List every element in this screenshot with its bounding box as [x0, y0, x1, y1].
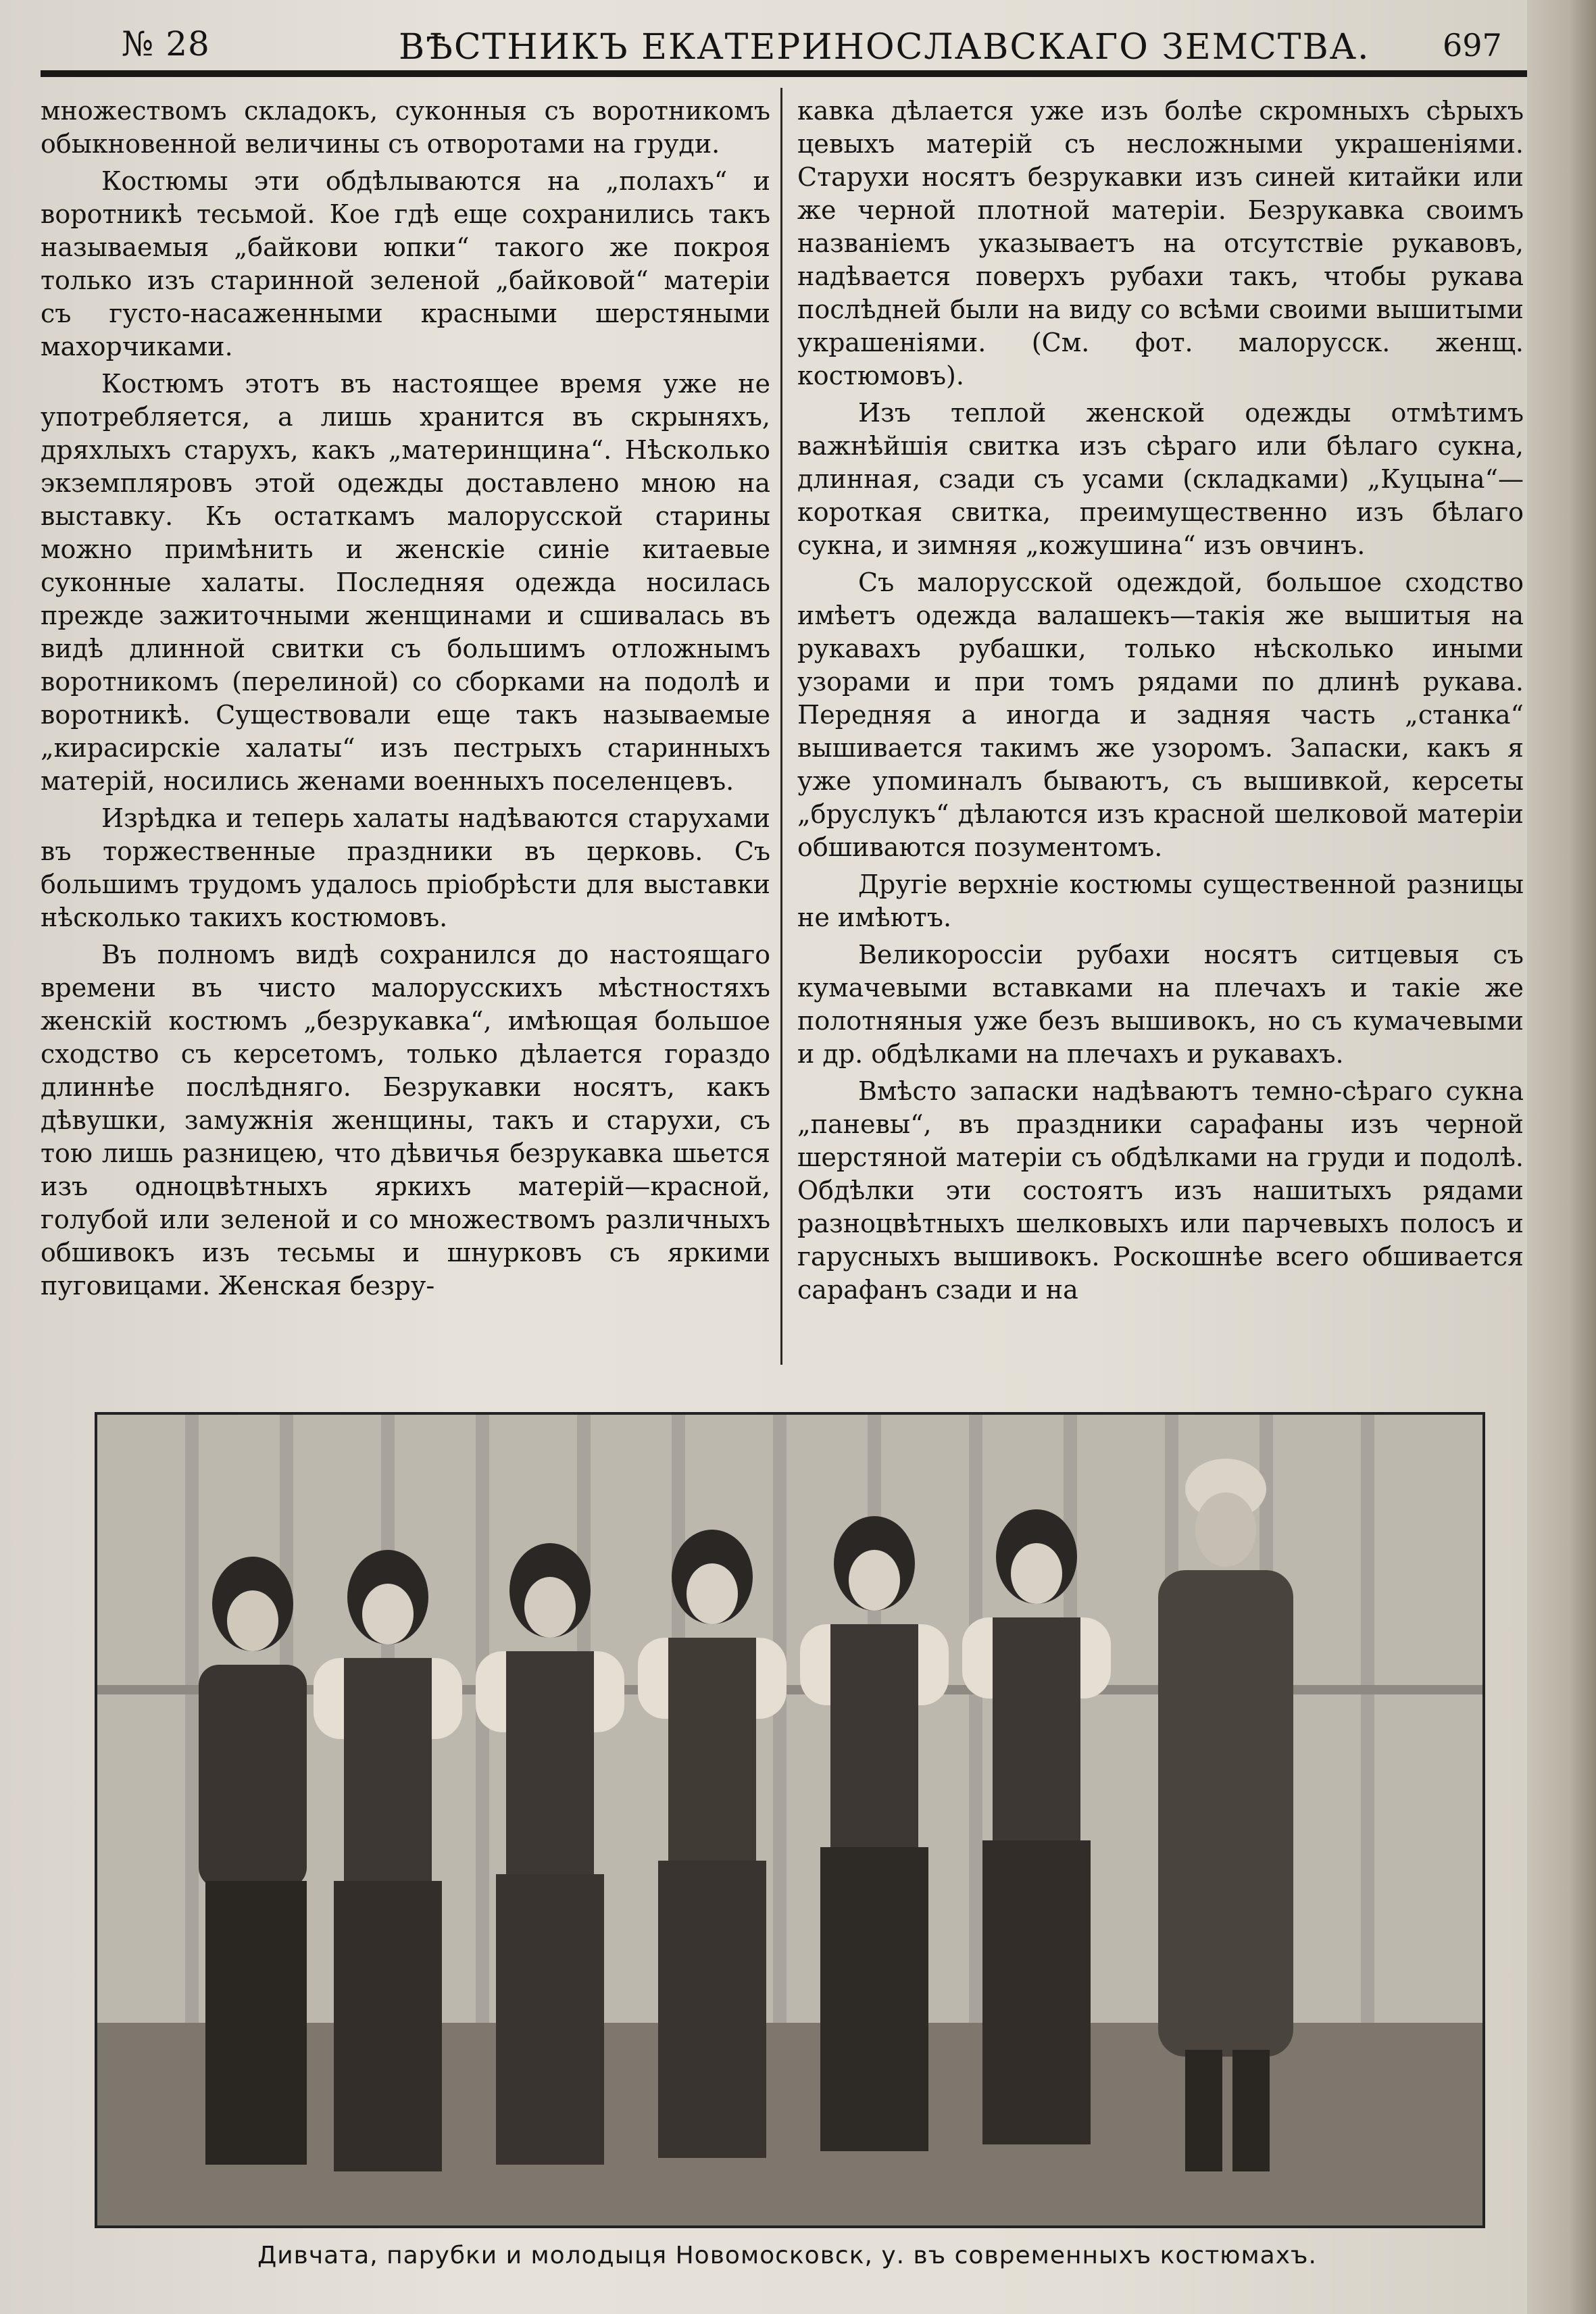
paragraph: Костюмъ этотъ въ настоящее время уже не употребляется, а лишь хранится въ скрыняхъ, дряхлыхъ старухъ, какъ „материнщина“. Нѣсколько экземпляровъ этой одежды доставлено мною на выставку. Къ остаткамъ малорусской старины можно примѣнить и женскіе синіе китаевые суконные халаты. Последняя одежда носилась прежде зажиточными женщинами и сшивалась въ видѣ длинной свитки съ большимъ отложнымъ воротникомъ (перелиной) со сборками на подолѣ и воротникѣ. Существовали еще такъ называемые „кирасирскіе халаты“ изъ пестрыхъ старинныхъ матерій, носились женами военныхъ поселенцевъ. [41, 369, 770, 796]
paragraph: Костюмы эти обдѣлываются на „полахъ“ и воротникѣ тесьмой. Кое гдѣ еще сохранились такъ называемыя „байкови юпки“ такого же покроя только изъ старинной зеленой „байковой“ матеріи съ густо-насаженными красными шерстяными махорчиками. [41, 166, 770, 361]
paragraph: множествомъ складокъ, суконныя съ воротникомъ обыкновенной величины съ отворотами на груди. [41, 96, 770, 159]
column-divider [780, 88, 782, 1365]
paragraph: Въ полномъ видѣ сохранился до настоящаго времени въ чисто малорусскихъ мѣстностяхъ женскій костюмъ „безрукавка“, имѣющая большое сходство съ керсетомъ, только дѣлается гораздо длиннѣе послѣдняго. Безрукавки носятъ, какъ дѣвушки, замужнія женщины, такъ и старухи, съ тою лишь разницею, что дѣвичья безрукавка шьется изъ одноцвѣтныхъ яркихъ матерій—красной, голубой или зеленой и со множествомъ различныхъ обшивокъ изъ тесьмы и шнурковъ съ яркими пуговицами. Женская безру- [41, 940, 770, 1301]
torn-page-edge [1527, 0, 1596, 2314]
header-rule [41, 70, 1527, 77]
journal-title: ВѢСТНИКЪ ЕКАТЕРИНОСЛАВСКАГО ЗЕМСТВА. [399, 27, 1370, 68]
paragraph: Изрѣдка и теперь халаты надѣваются старухами въ торжественные праздники въ церковь. Съ большимъ трудомъ удалось пріобрѣсти для выставки нѣсколько такихъ костюмовъ. [41, 803, 770, 932]
paragraph: Другіе верхніе костюмы существенной разницы не имѣютъ. [797, 870, 1524, 932]
photo-caption: Дивчата, парубки и молодыця Новомосковск, у. въ современныхъ костюмахъ. [257, 2242, 1317, 2269]
paragraph: Изъ теплой женской одежды отмѣтимъ важнѣйшія свитка изъ сѣраго или бѣлаго сукна, длинная, сзади съ усами (складками) „Куцына“— короткая свитка, преимущественно изъ бѣлаго сукна, и зимняя „кожушина“ изъ овчинъ. [797, 398, 1524, 560]
page-number: 697 [1443, 27, 1502, 64]
group-photograph [95, 1412, 1485, 2228]
photograph-illustration [97, 1415, 1482, 2225]
issue-number: № 28 [122, 24, 210, 64]
paragraph: кавка дѣлается уже изъ болѣе скромныхъ сѣрыхъ цевыхъ матерій съ несложными украшеніями. Старухи носятъ безрукавки изъ синей китайки или же черной плотной матеріи. Безрукавка своимъ названіемъ указываетъ на отсутствіе рукавовъ, надѣвается поверхъ рубахи такъ, чтобы рукава послѣдней были на виду со всѣми своими вышитыми украшеніями. (См. фот. малорусск. женщ. костюмовъ). [797, 96, 1524, 391]
paragraph: Вмѣсто запаски надѣваютъ темно-сѣраго сукна „паневы“, въ праздники сарафаны изъ черной шерстяной матеріи съ обдѣлками на груди и подолѣ. Обдѣлки эти состоятъ изъ нашитыхъ рядами разноцвѣтныхъ шелковыхъ или парчевыхъ полосъ и гарусныхъ вышивокъ. Роскошнѣе всего обшивается сарафанъ сзади и на [797, 1076, 1524, 1305]
right-column [797, 95, 1524, 1311]
paragraph: Съ малорусской одеждой, большое сходство имѣетъ одежда валашекъ—такія же вышитыя на рукавахъ рубашки, только нѣсколько иными узорами и при томъ рядами по длинѣ рукава. Передняя а иногда и задняя часть „станка“ вышивается такимъ же узоромъ. Запаски, какъ я уже упоминалъ бываютъ, съ вышивкой, керсеты „бруслукъ“ дѣлаются изъ красной шелковой матеріи обшиваются позументомъ. [797, 568, 1524, 862]
left-column [41, 95, 770, 1307]
paragraph: Великороссіи рубахи носятъ ситцевыя съ кумачевыми вставками на плечахъ и такіе же полотняныя уже безъ вышивокъ, но съ кумачевыми и др. обдѣлками на плечахъ и рукавахъ. [797, 940, 1524, 1069]
